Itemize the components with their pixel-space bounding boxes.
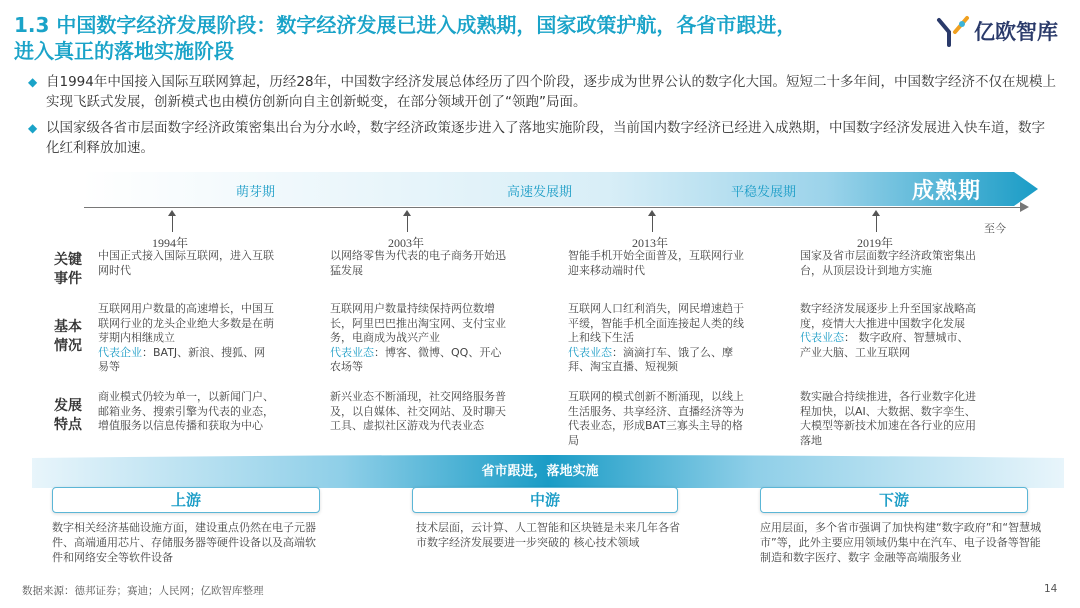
bullet-item <box>28 72 1058 112</box>
end-label: 至今 <box>984 222 1006 235</box>
row-label-basics: 基本 情况 <box>54 319 82 354</box>
feature-cell: 新兴业态不断涌现，社交网络服务普及，以自媒体、社交网站、及时聊天工具、虚拟社区游戏为代表业态 <box>330 390 506 433</box>
up-arrow-icon <box>407 214 408 232</box>
basics-cell: 数字经济发展逐步上升至国家战略高度，疫情大大推进中国数字化发展 代表业态： 数字政府、智慧城市、产业大脑、工业互联网 <box>800 302 976 359</box>
phase-label: 平稳发展期 <box>731 185 797 200</box>
basics-cell: 互联网用户数量持续保持两位数增长，阿里巴巴推出淘宝网、支付宝业务，电商成为战兴产业 代表业态：博客、微博、QQ、开心农场等 <box>330 302 506 374</box>
logo-mark-icon <box>936 14 970 48</box>
source-note: 数据来源：德邦证券；赛迪；人民网；亿欧智库整理 <box>22 585 264 597</box>
bullet-text: 以国家级各省市层面数字经济政策密集出台为分水岭，数字经济政策逐步进入了落地实施阶段，当前国内数字经济已经进入成熟期，中国数字经济发展进入快车道，数字化红利释放加速。 <box>46 120 1045 156</box>
feature-cell: 数实融合持续推进，各行业数字化进程加快，以AI、大数据、数字孪生、大模型等新技术加速在各行业的应用落地 <box>800 390 976 447</box>
phase-label: 高速发展期 <box>507 185 573 200</box>
axis-arrow-icon <box>1020 202 1029 212</box>
logo <box>934 12 1064 48</box>
stream-title-upstream: 上游 <box>52 487 320 513</box>
year-label: 2003年 <box>388 236 425 250</box>
up-arrow-icon <box>172 214 173 232</box>
landing-band-label: 省市跟进，落地实施 <box>481 464 599 479</box>
phase-label: 萌芽期 <box>236 185 276 200</box>
diamond-bullet-icon: ◆ <box>28 121 38 135</box>
phase-label-current: 成熟期 <box>912 179 982 204</box>
stream-text: 技术层面，云计算、人工智能和区块链是未来几年各省市数字经济发展要进一步突破的 核心技术领域 <box>416 521 680 549</box>
timeline-axis <box>84 207 1024 208</box>
row-label-events: 关键 事件 <box>54 252 82 287</box>
stream-title-downstream: 下游 <box>760 487 1028 513</box>
page-title-line2: 进入真正的落地实施阶段 <box>14 39 234 63</box>
diamond-bullet-icon: ◆ <box>28 75 38 89</box>
logo-text: 亿欧智库 <box>974 20 1058 44</box>
bullet-list <box>28 72 1058 164</box>
page-title-line1: 1.3 中国数字经济发展阶段：数字经济发展已进入成熟期，国家政策护航，各省市跟进， <box>14 13 797 37</box>
event-cell: 智能手机开始全面普及，互联网行业迎来移动端时代 <box>568 249 744 277</box>
stream-title-midstream: 中游 <box>412 487 678 513</box>
feature-cell: 互联网的模式创新不断涌现，以线上生活服务、共享经济、直播经济等为代表业态，形成BAT三寡头主导的格局 <box>568 390 744 447</box>
page-title <box>14 12 914 64</box>
stream-text: 数字相关经济基础设施方面，建设重点仍然在电子元器件、高端通用芯片、存储服务器等硬件设备以及高端软件和网络安全等软件设备 <box>52 521 316 564</box>
basics-cell: 互联网用户数量的高速增长，中国互联网行业的龙头企业绝大多数是在萌芽期内相继成立 代表企业：BATJ、新浪、搜狐、网易等 <box>98 302 274 374</box>
feature-cell: 商业模式仍较为单一，以新闻门户、邮箱业务、搜索引擎为代表的业态，增值服务以信息传播和获取为中心 <box>98 390 274 433</box>
basics-cell: 互联网人口红利消失，网民增速趋于平缓，智能手机全面连接起人类的线上和线下生活 代表业态：滴滴打车、饿了么、摩拜、淘宝直播、短视频 <box>568 302 744 374</box>
bullet-item <box>28 118 1058 158</box>
up-arrow-icon <box>652 214 653 232</box>
event-cell: 中国正式接入国际互联网，进入互联网时代 <box>98 249 274 277</box>
up-arrow-icon <box>876 214 877 232</box>
page-number: 14 <box>1044 583 1058 595</box>
year-label: 1994年 <box>152 236 189 250</box>
row-label-features: 发展 特点 <box>54 398 82 433</box>
event-cell: 以网络零售为代表的电子商务开始迅猛发展 <box>330 249 506 277</box>
event-cell: 国家及省市层面数字经济政策密集出台，从顶层设计到地方实施 <box>800 249 976 277</box>
bullet-text: 自1994年中国接入国际互联网算起，历经28年，中国数字经济发展总体经历了四个阶段，逐步成为世界公认的数字化大国。短短二十多年间，中国数字经济不仅在规模上实现飞跃式发展，创新模式也由模仿创新向自主创新蜕变，在部分领域开创了“领跑”局面。 <box>46 74 1057 110</box>
year-label: 2013年 <box>632 236 669 250</box>
year-label: 2019年 <box>857 236 894 250</box>
stream-text: 应用层面，多个省市强调了加快构建“数字政府”和“智慧城市”等，此外主要应用领域仍集中在汽车、电子设备等智能制造和数字医疗、数字 金融等高端服务业 <box>760 521 1042 564</box>
